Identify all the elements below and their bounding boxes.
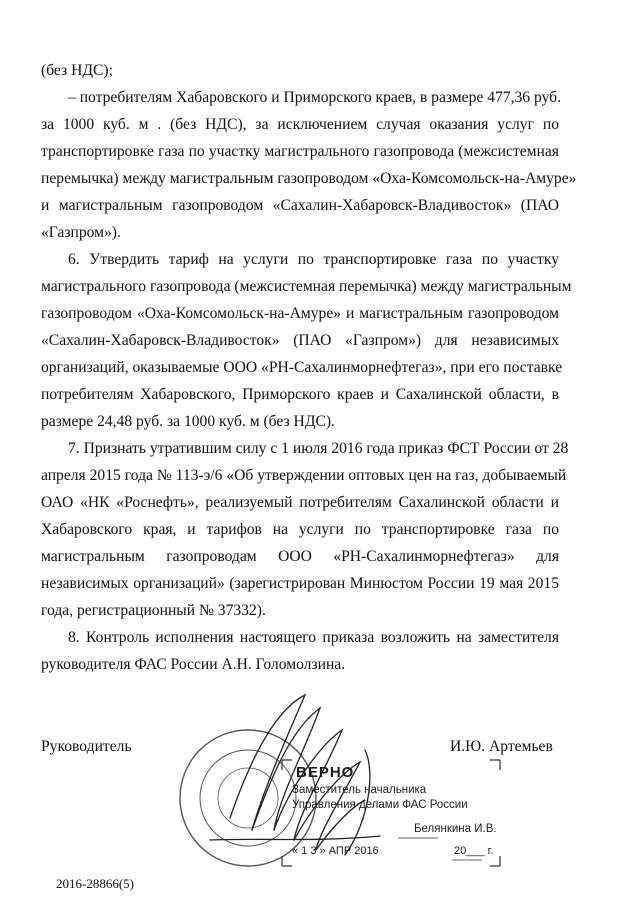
text-line-17: ОАО «НК «Роснефть», реализуемый потребителям Сахалинской области и	[41, 494, 559, 511]
stamp-date: « 1 3 » АПР 2016	[292, 845, 379, 857]
handwritten-signature	[210, 695, 380, 855]
text-line-13: потребителям Хабаровского, Приморского краев и Сахалинской области, в	[41, 386, 559, 403]
signature-role: Руководитель	[41, 738, 132, 755]
text-line-12: организаций, оказываемые ООО «РН-Сахалинморнефтегаз», при его поставке	[41, 359, 563, 376]
text-line-21: года, регистрационный № 37332).	[41, 602, 266, 619]
text-line-2: – потребителям Хабаровского и Приморского краев, в размере 477,36 руб.	[68, 89, 562, 106]
text-line-23: руководителя ФАС России А.Н. Голомолзина.	[41, 656, 346, 673]
text-line-16: апреля 2015 года № 113-э/6 «Об утверждении оптовых цен на газ, добываемый	[41, 467, 567, 484]
document-number: 2016-28866(5)	[56, 876, 134, 891]
text-line-19: магистральным газопроводам ООО «РН-Сахалинморнефтегаз» для	[41, 548, 559, 565]
text-line-22: 8. Контроль исполнения настоящего приказа возложить на заместителя	[68, 629, 559, 646]
stamp-title: ВЕРНО	[296, 764, 355, 781]
text-line-20: независимых организаций» (зарегистрирован Минюстом России 19 мая 2015	[41, 575, 559, 592]
text-line-15: 7. Признать утратившим силу с 1 июля 2016 года приказ ФСТ России от 28	[68, 440, 569, 457]
signature-name: И.Ю. Артемьев	[450, 738, 553, 755]
stamp-signer: Белянкина И.В.	[414, 823, 497, 835]
text-line-10: газопроводом «Оха-Комсомольск-на-Амуре» и магистральным газопроводом	[41, 305, 559, 322]
text-line-3: за 1000 куб. м . (без НДС), за исключением случая оказания услуг по	[41, 116, 559, 133]
text-line-14: размере 24,48 руб. за 1000 куб. м (без НДС).	[41, 413, 335, 430]
text-line-1: (без НДС);	[41, 62, 113, 79]
stamp-position-line2: Управления делами ФАС России	[292, 799, 468, 811]
text-line-7: «Газпром»).	[41, 224, 121, 241]
text-line-11: «Сахалин-Хабаровск-Владивосток» (ПАО «Газпром») для независимых	[41, 332, 559, 349]
text-line-9: магистрального газопровода (межсистемная перемычка) между магистральным	[41, 278, 572, 295]
text-line-6: и магистральным газопроводом «Сахалин-Хабаровск-Владивосток» (ПАО	[41, 197, 559, 214]
text-line-4: транспортировке газа по участку магистрального газопровода (межсистемная	[41, 143, 559, 160]
text-line-8: 6. Утвердить тариф на услуги по транспортировке газа по участку	[68, 251, 559, 268]
certification-stamp	[170, 690, 510, 880]
text-line-18: Хабаровского края, и тарифов на услуги по транспортировке газа по	[41, 521, 559, 538]
stamp-position-line1: Заместитель начальника	[292, 784, 427, 796]
stamp-date-tail: 20___ г.	[454, 845, 494, 857]
text-line-5: перемычка) между магистральным газопроводом «Оха-Комсомольск-на-Амуре»	[41, 170, 577, 187]
